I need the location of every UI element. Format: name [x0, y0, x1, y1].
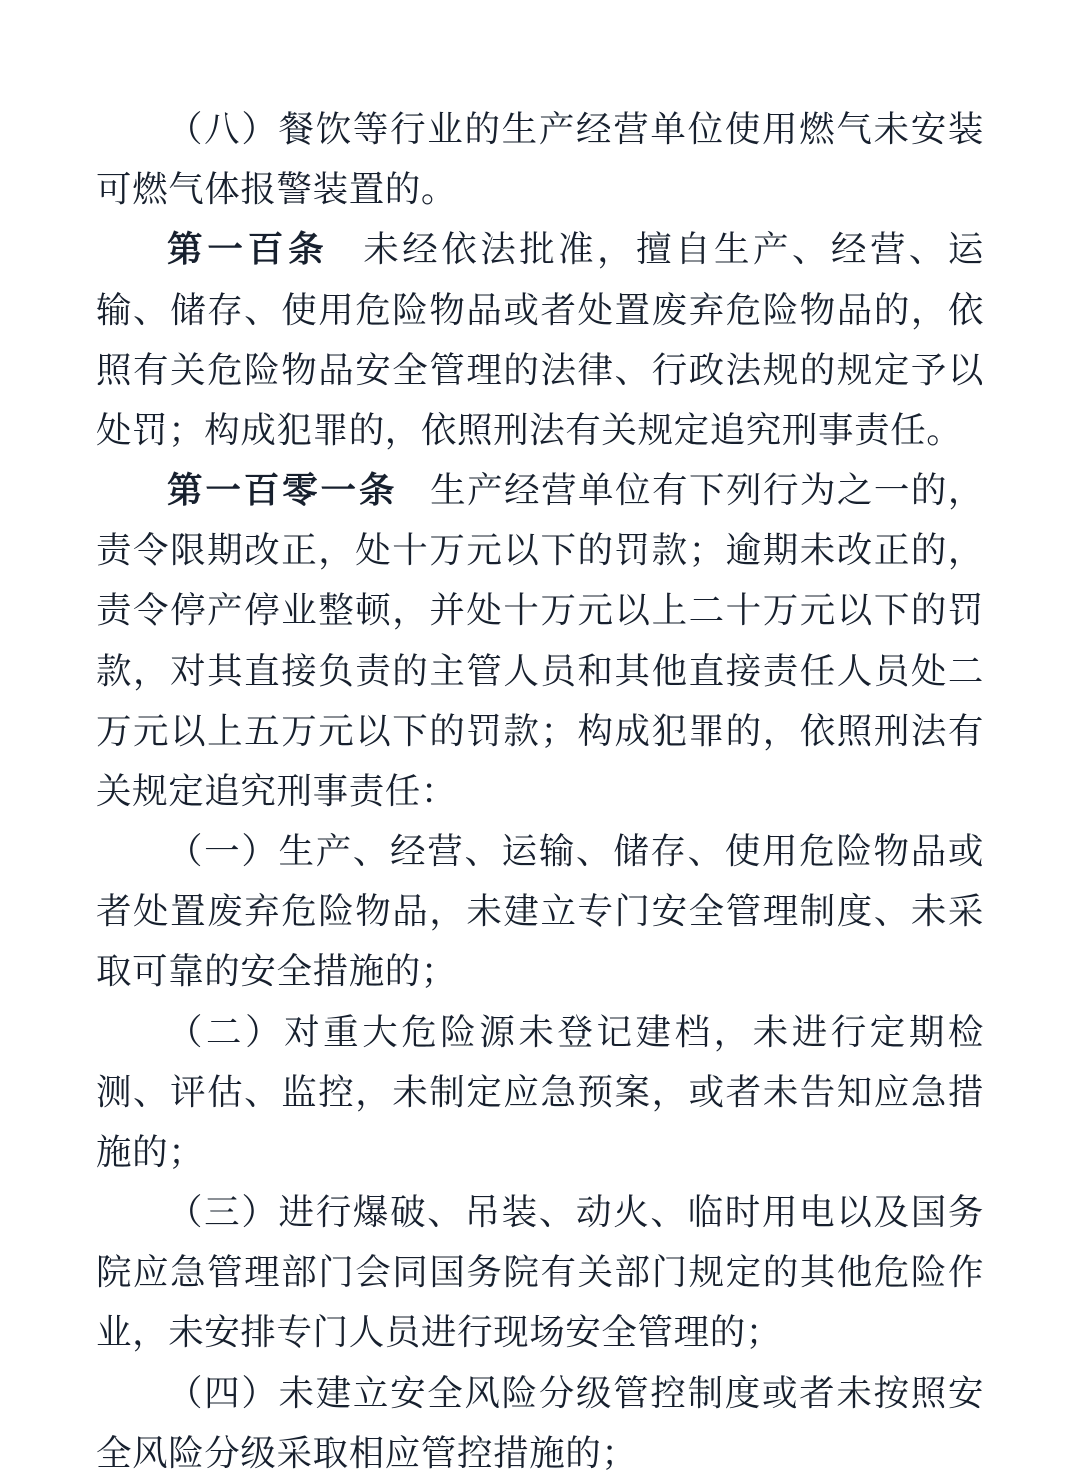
list-item — [96, 100, 984, 220]
list-item — [96, 822, 984, 1003]
paragraph-text: 未经依法批准，擅自生产、经营、运输、储存、使用危险物品或者处置废弃危险物品的，依照有关危险物品安全管理的法律、行政法规的规定予以处罚；构成犯罪的，依照刑法有关规定追究刑事责任。 — [96, 229, 984, 451]
article-label: 第一百零一条 — [167, 470, 398, 512]
list-item — [96, 1183, 984, 1364]
paragraph-text: （四）未建立安全风险分级管控制度或者未按照安全风险分级采取相应管控措施的； — [96, 1372, 984, 1474]
paragraph-text: 生产经营单位有下列行为之一的，责令限期改正，处十万元以下的罚款；逾期未改正的，责令停产停业整顿，并处十万元以上二十万元以下的罚款，对其直接负责的主管人员和其他直接责任人员处二万元以上五万元以下的罚款；构成犯罪的，依照刑法有关规定追究刑事责任： — [96, 470, 984, 812]
list-item — [96, 1364, 984, 1484]
paragraph-text: （二）对重大危险源未登记建档，未进行定期检测、评估、监控，未制定应急预案，或者未告知应急措施的； — [96, 1011, 984, 1173]
article-paragraph — [96, 220, 984, 461]
article-paragraph — [96, 461, 984, 822]
paragraph-text: （一）生产、经营、运输、储存、使用危险物品或者处置废弃危险物品，未建立专门安全管理制度、未采取可靠的安全措施的； — [96, 831, 984, 993]
article-label: 第一百条 — [167, 229, 329, 271]
document-body — [96, 100, 984, 1484]
list-item — [96, 1003, 984, 1184]
paragraph-text: （三）进行爆破、吊装、动火、临时用电以及国务院应急管理部门会同国务院有关部门规定的其他危险作业，未安排专门人员进行现场安全管理的； — [96, 1192, 984, 1354]
paragraph-text: （八）餐饮等行业的生产经营单位使用燃气未安装可燃气体报警装置的。 — [96, 109, 984, 211]
